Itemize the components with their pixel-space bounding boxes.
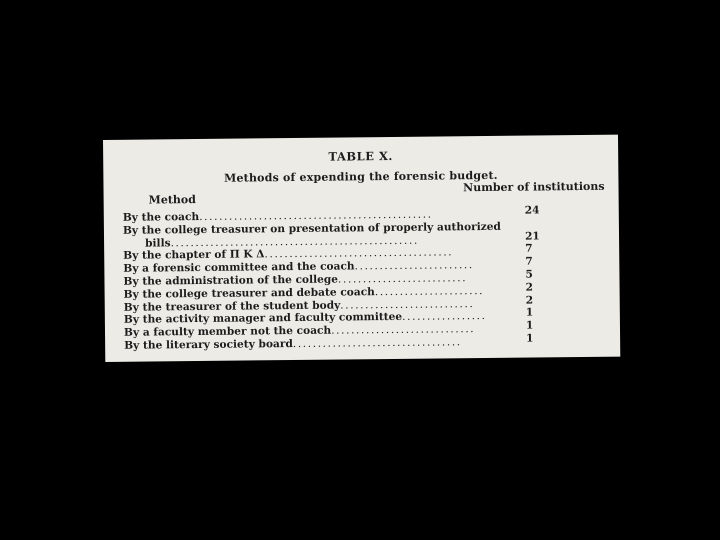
row-method: By the coach: [122, 210, 200, 224]
leader-dots: .................: [402, 310, 487, 324]
row-count: 1: [526, 332, 534, 345]
scanned-table-page: [103, 135, 620, 362]
row-count: 2: [525, 281, 534, 294]
row-method: By the administration of the college: [123, 273, 339, 288]
row-method: By a faculty member not the coach: [123, 324, 332, 339]
row-count: 1: [525, 306, 534, 319]
leader-dots: .............................: [331, 323, 476, 337]
row-method: By the activity manager and faculty committee: [123, 311, 403, 327]
table-subtitle: Methods of expending the forensic budget.: [223, 168, 498, 185]
row-method: By the college treasurer and debate coach: [123, 285, 375, 301]
row-method: bills: [145, 236, 171, 250]
leader-dots: ........................: [354, 259, 474, 273]
leader-dots: ..........................: [337, 272, 468, 286]
row-count: 5: [525, 268, 533, 281]
row-method: By the college treasurer on presentation of properly authorized: [122, 220, 501, 237]
table-body: [122, 204, 544, 352]
row-method: By the literary society board: [124, 337, 293, 352]
leader-dots: ..................................: [292, 336, 462, 350]
row-count: 2: [525, 294, 534, 307]
table-title: TABLE X.: [328, 148, 393, 164]
row-count: 24: [524, 204, 540, 217]
leader-dots: ......................................: [264, 246, 454, 261]
row-method: By a forensic committee and the coach: [123, 260, 355, 275]
column-header-method: Method: [148, 193, 196, 207]
row-count: 7: [525, 255, 533, 268]
row-method: By the chapter of Π K Δ: [123, 248, 265, 263]
row-count: 1: [525, 319, 534, 332]
leader-dots: ...............................................: [199, 208, 433, 223]
row-count: 21: [524, 230, 540, 243]
column-header-count: Number of institutions: [463, 179, 605, 195]
leader-dots: ......................: [374, 284, 485, 298]
row-method: By the treasurer of the student body: [123, 299, 341, 314]
row-count: 7: [525, 242, 533, 255]
leader-dots: ..................................................: [170, 234, 419, 249]
leader-dots: ...........................: [340, 297, 475, 312]
